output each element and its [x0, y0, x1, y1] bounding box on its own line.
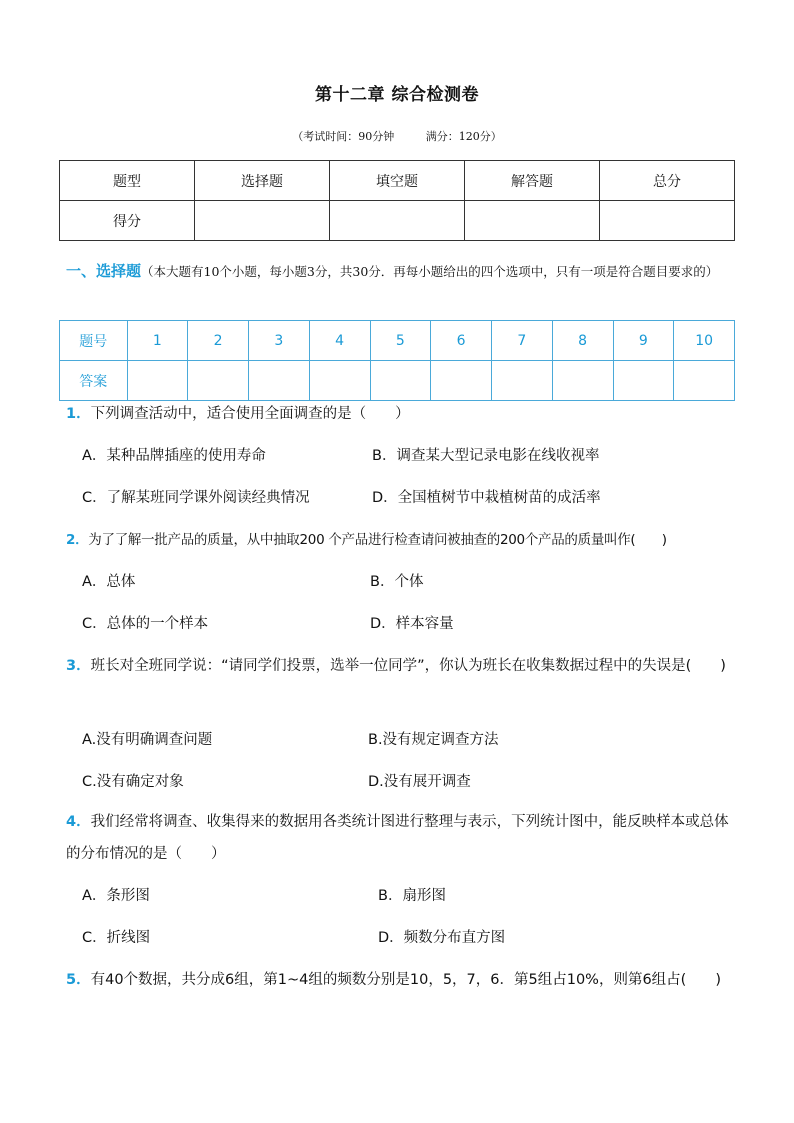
answer-row-label: 答案 — [60, 361, 128, 401]
question-4 — [66, 806, 736, 870]
score-header-choice: 选择题 — [195, 161, 330, 201]
section-heading — [66, 255, 738, 288]
question-number-label: 4． — [66, 814, 91, 830]
exam-score: 满分：120分） — [425, 130, 502, 143]
page-title: 第十二章 综合检测卷 — [315, 85, 479, 105]
question-text: 我们经常将调查、收集得来的数据用各类统计图进行整理与表示，下列统计图中，能反映样本或总体的分布情况的是（ ） — [66, 814, 729, 862]
score-cell[interactable] — [195, 201, 330, 241]
question-number: 8 — [552, 321, 613, 361]
option-a[interactable]: A.没有明确调查问题 — [82, 732, 213, 748]
option-d[interactable]: D．样本容量 — [370, 616, 454, 632]
answer-row — [60, 361, 735, 401]
answer-cell[interactable] — [431, 361, 492, 401]
exam-time: （考试时间：90分钟 — [292, 130, 395, 143]
option-b[interactable]: B．扇形图 — [378, 888, 446, 904]
option-b[interactable]: B．调查某大型记录电影在线收视率 — [372, 448, 600, 464]
answer-cell[interactable] — [249, 361, 310, 401]
question-3 — [66, 650, 736, 682]
answer-table — [59, 320, 735, 401]
score-table — [59, 160, 735, 241]
question-number: 1 — [127, 321, 188, 361]
question-2 — [66, 524, 736, 556]
section-title: 一、选择题 — [66, 262, 142, 280]
option-d[interactable]: D．频数分布直方图 — [378, 930, 506, 946]
score-cell[interactable] — [600, 201, 735, 241]
answer-number-row — [60, 321, 735, 361]
question-text: 为了了解一批产品的质量，从中抽取200 个产品进行检查请问被抽查的200个产品的质量叫作( ) — [88, 532, 667, 548]
question-number: 6 — [431, 321, 492, 361]
answer-cell[interactable] — [613, 361, 674, 401]
question-text: 有40个数据，共分成6组，第1~4组的频数分别是10，5，7，6．第5组占10%，则第6组占( ) — [90, 972, 721, 988]
answer-cell[interactable] — [127, 361, 188, 401]
question-number: 10 — [674, 321, 735, 361]
answer-row-label: 题号 — [60, 321, 128, 361]
question-number-label: 5． — [66, 972, 91, 988]
question-5 — [66, 964, 736, 996]
score-header-fill: 填空题 — [330, 161, 465, 201]
score-header-type: 题型 — [60, 161, 195, 201]
question-number: 4 — [309, 321, 370, 361]
section-description: （本大题有10个小题，每小题3分，共30分．再每小题给出的四个选项中，只有一项是符合题目要求的） — [141, 264, 719, 279]
option-a[interactable]: A．条形图 — [82, 888, 150, 904]
option-b[interactable]: B.没有规定调查方法 — [368, 732, 499, 748]
question-number: 9 — [613, 321, 674, 361]
option-c[interactable]: C．总体的一个样本 — [82, 616, 209, 632]
option-a[interactable]: A．总体 — [82, 574, 136, 590]
score-table-header-row — [60, 161, 735, 201]
option-c[interactable]: C．了解某班同学课外阅读经典情况 — [82, 490, 310, 506]
score-header-total: 总分 — [600, 161, 735, 201]
exam-info — [0, 128, 794, 144]
score-cell[interactable] — [330, 201, 465, 241]
score-row-label: 得分 — [60, 201, 195, 241]
answer-cell[interactable] — [188, 361, 249, 401]
answer-cell[interactable] — [674, 361, 735, 401]
question-text: 班长对全班同学说：“请同学们投票，选举一位同学”，你认为班长在收集数据过程中的失误是( ) — [90, 658, 726, 674]
question-number: 3 — [249, 321, 310, 361]
score-header-answer: 解答题 — [465, 161, 600, 201]
answer-cell[interactable] — [309, 361, 370, 401]
option-d[interactable]: D.没有展开调查 — [368, 774, 471, 790]
option-a[interactable]: A．某种品牌插座的使用寿命 — [82, 448, 266, 464]
score-cell[interactable] — [465, 201, 600, 241]
option-c[interactable]: C.没有确定对象 — [82, 774, 184, 790]
question-1 — [66, 398, 736, 430]
question-number-label: 3． — [66, 658, 91, 674]
question-number: 7 — [492, 321, 553, 361]
question-number-label: 2． — [66, 532, 89, 548]
question-number: 2 — [188, 321, 249, 361]
question-text: 下列调查活动中，适合使用全面调查的是（ ） — [90, 406, 410, 422]
option-b[interactable]: B．个体 — [370, 574, 424, 590]
answer-cell[interactable] — [370, 361, 431, 401]
option-c[interactable]: C．折线图 — [82, 930, 151, 946]
question-number-label: 1． — [66, 406, 91, 422]
answer-cell[interactable] — [492, 361, 553, 401]
score-table-row — [60, 201, 735, 241]
answer-cell[interactable] — [552, 361, 613, 401]
question-number: 5 — [370, 321, 431, 361]
option-d[interactable]: D．全国植树节中栽植树苗的成活率 — [372, 490, 601, 506]
